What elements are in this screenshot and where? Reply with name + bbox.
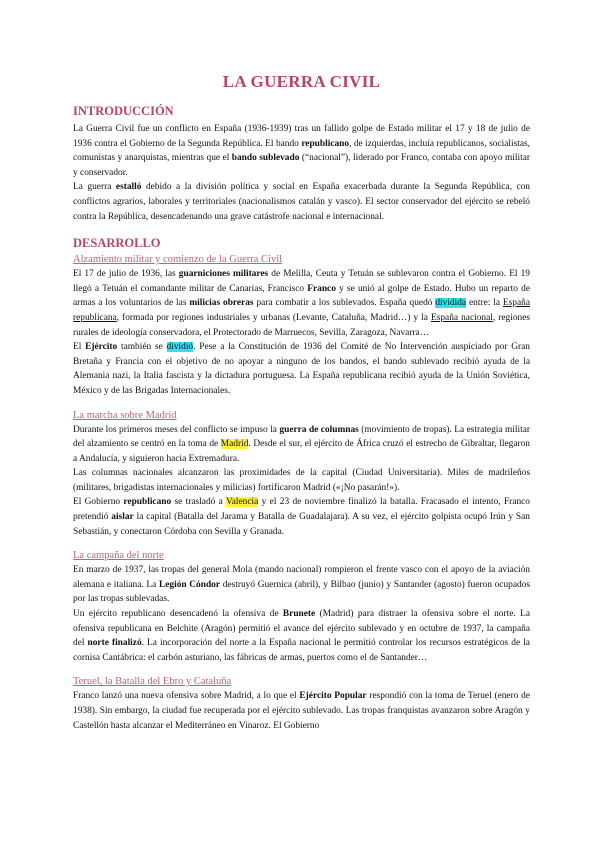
bold-term: republicano	[301, 138, 350, 149]
text-run: Durante los primeros meses del conflicto se impuso la	[73, 424, 280, 435]
madrid-paragraph-3	[73, 495, 530, 539]
text-run: entre: la	[466, 298, 503, 309]
text-run: , regiones rurales de ideología conservadora, el Protectorado de Marruecos, Sevilla, Zaragoza, Navarra…	[73, 312, 531, 338]
document-title: LA GUERRA CIVIL	[222, 72, 381, 91]
highlighted-term: dividida	[435, 298, 467, 309]
bold-term: bando sublevado	[231, 153, 300, 164]
underlined-term: España republicana	[73, 298, 530, 323]
text-run: (movimiento de tropas). La estrategia militar del alzamiento se centró en la toma de	[73, 424, 530, 450]
text-run: para combatir a los sublevados. España quedó	[253, 298, 436, 309]
bold-term: milicias obreras	[189, 298, 254, 309]
text-run: El 17 de julio de 1936, las	[73, 269, 179, 280]
bold-term: aislar	[111, 512, 134, 523]
text-run: debido a la división política y social en España exacerbada durante la Segunda República, con conflictos agrarios, laborales y territoriales (nacionalismos catalán y vasco). El sector conservador del ejército se rebeló contra la República, desencadenando una grave catástrofe nacional e internacional.	[73, 182, 530, 222]
bold-term: estalló	[115, 182, 142, 193]
text-run: y el 23 de noviembre finalizó la batalla. Fracasado el intento, Franco pretendió	[73, 497, 530, 523]
bold-term: guarniciones militares	[178, 269, 269, 280]
alzamiento-paragraph-2	[73, 340, 530, 398]
text-run: también se	[117, 342, 167, 353]
norte-paragraph-2	[73, 607, 530, 665]
text-run: se trasladó a	[171, 497, 227, 508]
text-run: , de izquierdas, incluía republicanos, socialistas, comunistas y anarquistas, mientras que el	[73, 138, 531, 164]
text-run: Franco lanzó una nueva ofensiva sobre Madrid, a lo que el	[73, 691, 300, 702]
norte-subheading: La campaña del norte	[73, 550, 164, 562]
text-run: (Madrid) para distraer la ofensiva sobre el norte. La ofensiva republicana en Belchite (Aragón) permitió el avance del ejército sublevado y en octubre de 1937, la campaña del	[73, 609, 530, 649]
text-run: . La incorporación del norte a la España nacional le permitió controlar los recursos estratégicos de la cornisa Cantábrica: el carbón asturiano, las fábricas de armas, puertos como el de Santander…	[73, 638, 530, 663]
bold-term: Legión Cóndor	[158, 579, 221, 590]
text-run: El	[73, 342, 86, 353]
text-run: respondió con la toma de Teruel (enero de 1938). Sin embargo, la ciudad fue recuperada por el ejército sublevado. Las tropas franquistas avanzaron sobre Aragón y Castellón hasta alcanzar el Mediterráneo en Vinaroz. El Gobierno	[73, 691, 530, 731]
text-run: La Guerra Civil fue un conflicto en España (1936-1939) tras un fallido golpe de Estado militar el 17 y 18 de julio de 1936 contra el Gobierno de la Segunda República. El bando	[73, 124, 530, 149]
bold-term: Franco	[307, 283, 336, 294]
bold-term: norte finalizó	[87, 638, 142, 649]
text-run: Un ejército republicano desencadenó la ofensiva de	[73, 609, 283, 620]
teruel-subheading: Teruel, la Batalla del Ebro y Cataluña	[73, 676, 232, 688]
text-run: En marzo de 1937, las tropas del general Mola (mando nacional) rompieron el frente vasco con el apoyo de la aviación alemana e italiana. La	[73, 565, 530, 590]
intro-paragraph-2	[73, 180, 530, 224]
madrid-paragraph-2: Las columnas nacionales alcanzaron las proximidades de la capital (Ciudad Universitaria). Miles de madrileños (militares, brigadistas internacionales y milicias) fortificaron Madrid («¡No pasarán!»).	[73, 468, 530, 493]
teruel-paragraph-1	[73, 689, 530, 733]
madrid-subheading: La marcha sobre Madrid	[73, 409, 177, 421]
alzamiento-subheading: Alzamiento militar y comienzo de la Guerra Civil	[73, 254, 283, 266]
text-run: . Desde el sur, el ejército de África cruzó el estrecho de Gibraltar, llegaron a Andalucía, y siguieron hacia Extremadura.	[73, 439, 530, 464]
intro-paragraph-1	[73, 122, 530, 180]
text-run: . Pese a la Constitución de 1936 del Comité de No Intervención auspiciado por Gran Bretaña y Francia con el objetivo de no apoyar a ninguno de los bandos, el bando sublevado recibió ayuda de la Alemania nazi, la Italia fascista y la dictadura portuguesa. La España republicana recibió ayuda de la Unión Soviética, México y de las Brigadas Internacionales.	[73, 342, 530, 396]
text-run: destruyó Guernica (abril), y Bilbao (junio) y Santander (agosto) fueron ocupados por las tropas sublevadas.	[73, 579, 531, 605]
text-run: de Melilla, Ceuta y Tetuán se sublevaron contra el Gobierno. El 19 llegó a Tetuán el comandante militar de Canarias, Francisco	[73, 269, 530, 294]
bold-term: republicano	[123, 497, 172, 508]
text-run: El Gobierno	[73, 497, 124, 508]
text-run: y se unió al golpe de Estado. Hubo un reparto de armas a los voluntarios de las	[73, 283, 530, 309]
madrid-paragraph-1	[73, 423, 530, 467]
bold-term: Brunete	[282, 609, 316, 620]
highlighted-term: Valencia	[226, 497, 259, 508]
bold-term: guerra de columnas	[279, 424, 359, 435]
text-run: , formada por regiones industriales y urbanas (Levante, Cataluña, Madrid…) y la	[116, 312, 431, 323]
text-run: la capital (Batalla del Jarama y Batalla de Guadalajara). A su vez, el ejército golpista ocupó Irún y San Sebastián, y conectaron Córdoba con Sevilla y Granada.	[73, 512, 530, 537]
alzamiento-paragraph-1	[73, 267, 530, 340]
bold-term: Ejército	[85, 342, 118, 353]
highlighted-term: Madrid	[220, 439, 249, 450]
bold-term: Ejército Popular	[299, 691, 367, 702]
desarrollo-heading: DESARROLLO	[73, 236, 161, 251]
text-run: (“nacional”), liderado por Franco, contaba con apoyo militar y conservador.	[73, 153, 530, 178]
text-run: La guerra	[73, 182, 116, 193]
norte-paragraph-1	[73, 563, 530, 607]
underlined-term: España nacional	[430, 312, 493, 323]
intro-heading: INTRODUCCIÓN	[73, 104, 174, 118]
highlighted-term: dividió	[166, 342, 194, 353]
